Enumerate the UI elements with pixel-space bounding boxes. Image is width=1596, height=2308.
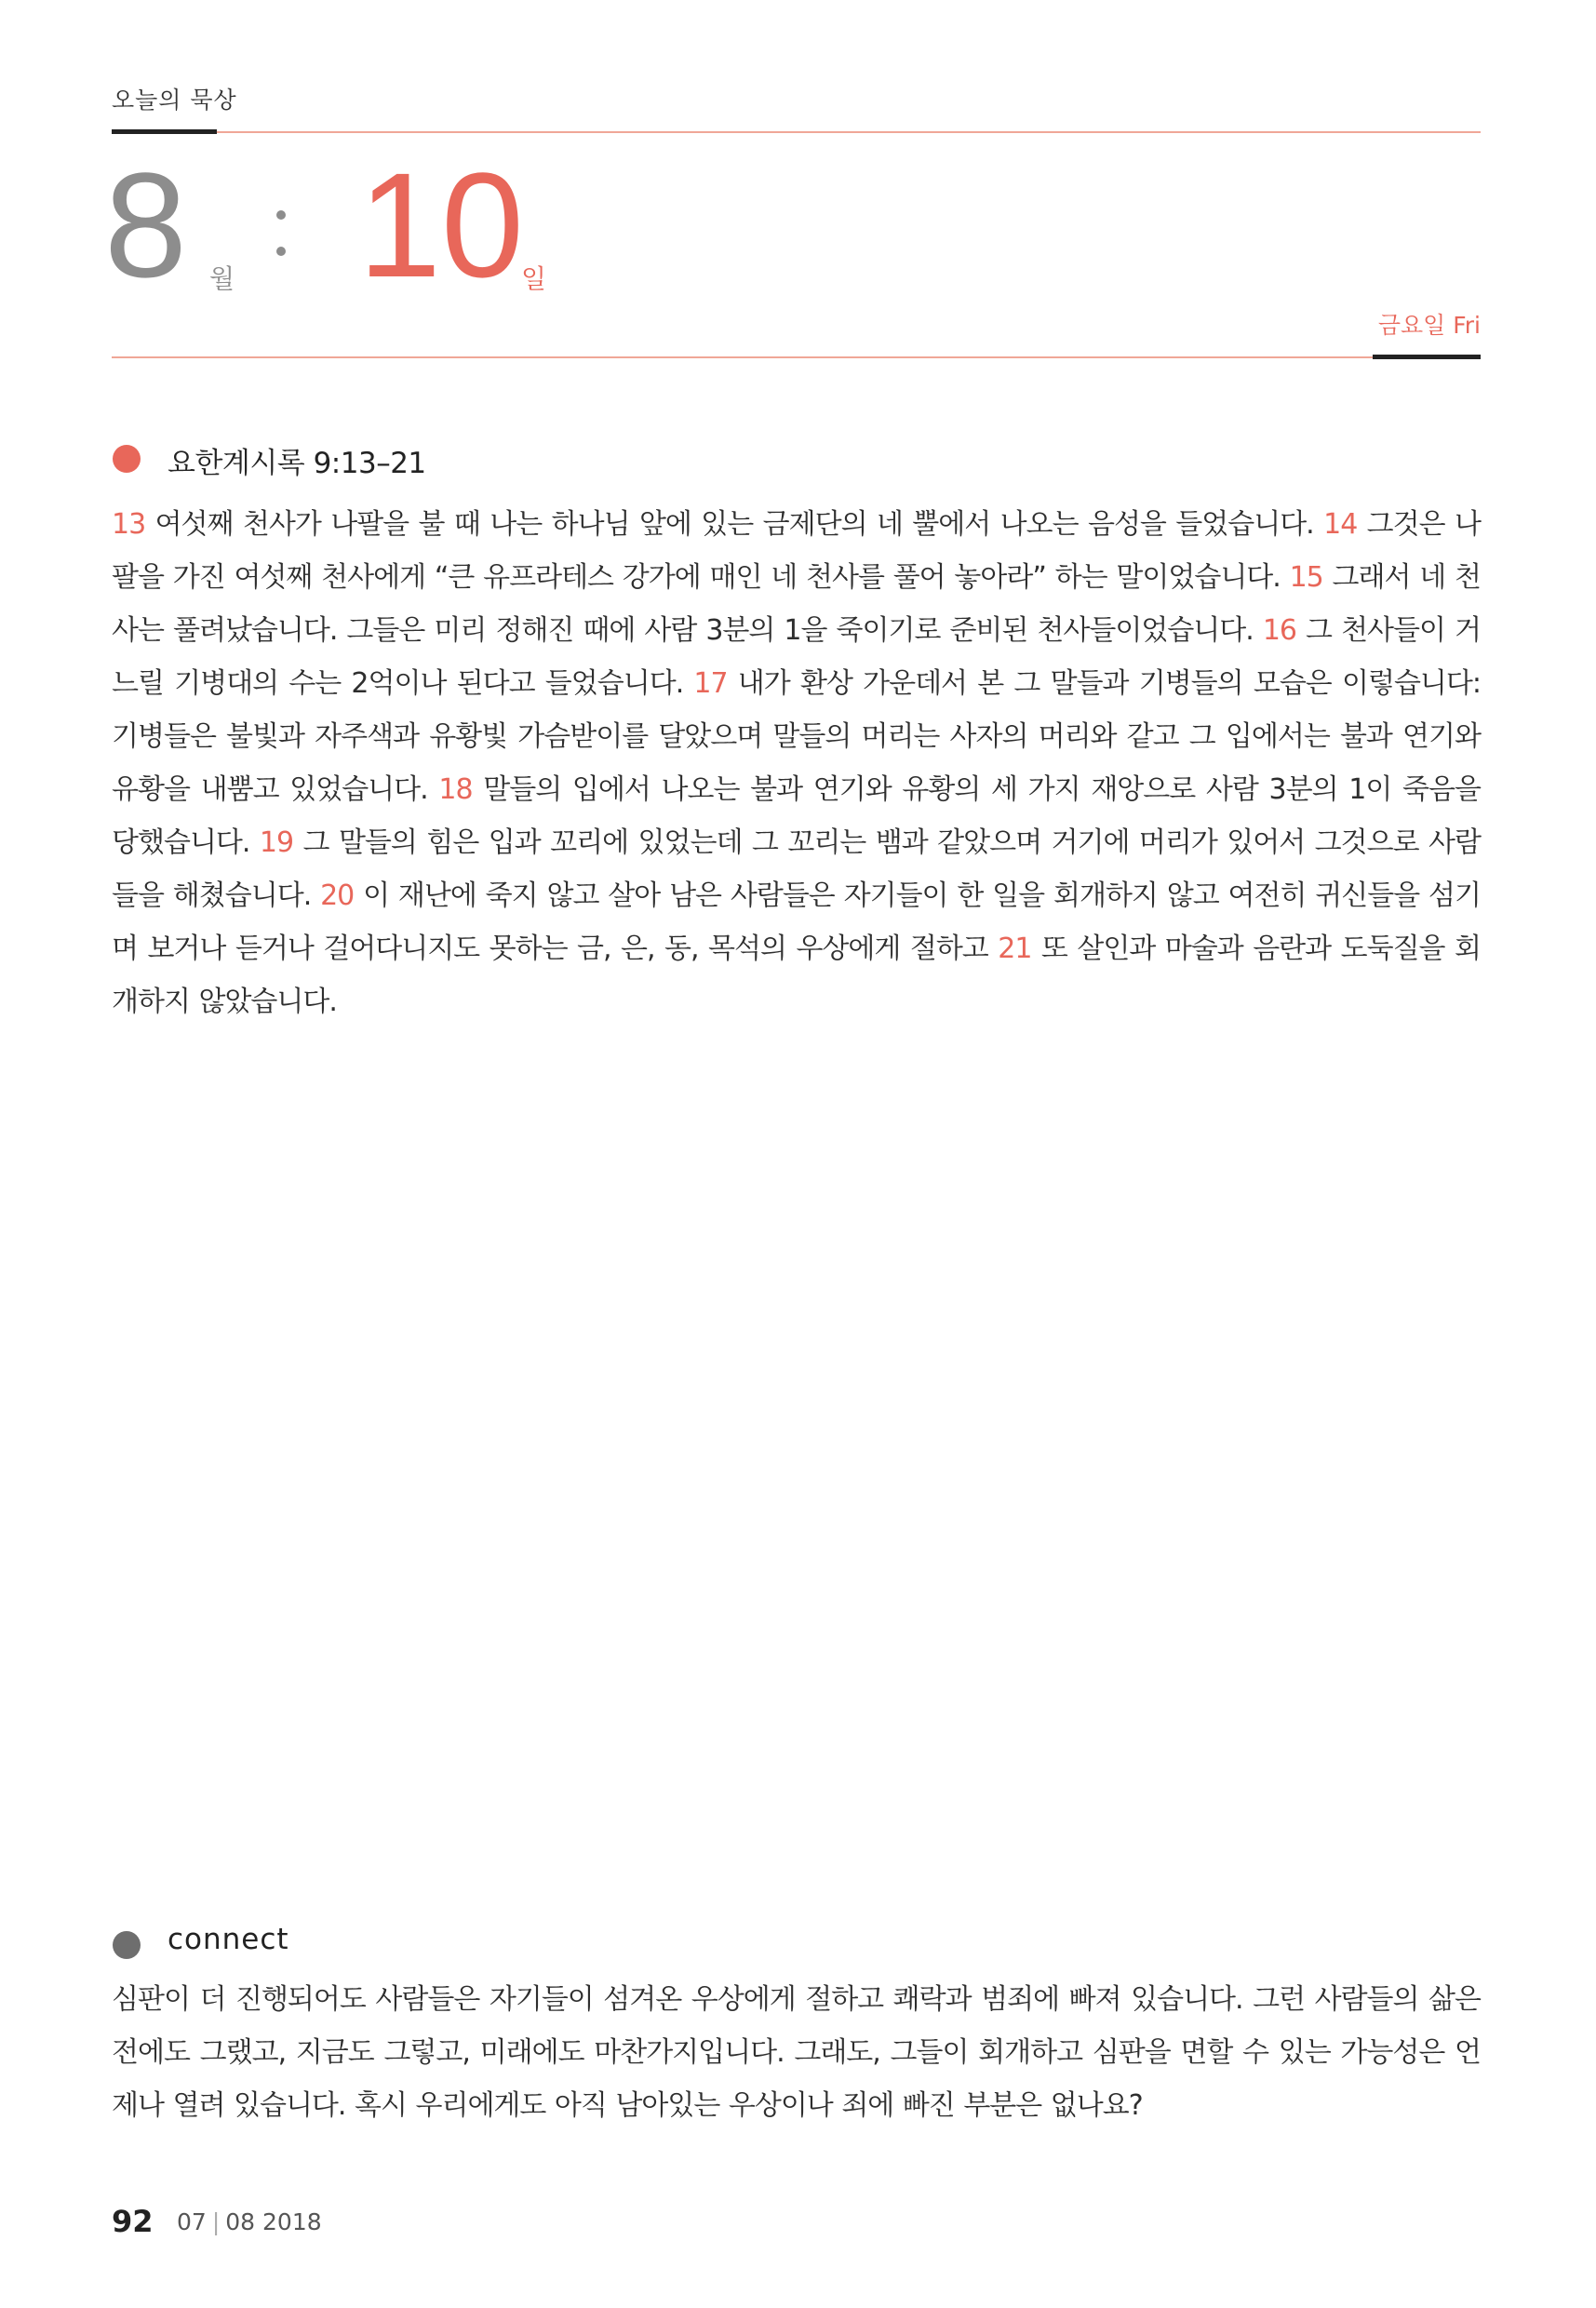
verse-number: 16 xyxy=(1262,614,1297,647)
verse-text: 그래서 네 천사는 풀려났습니다. 그들은 미리 정해진 때에 사람 3분의 1을 죽이기로 준비된 천사들이었습니다. xyxy=(112,561,1481,647)
scripture-reference: 요한계시록 9:13–21 xyxy=(168,447,426,480)
section-label: 오늘의 묵상 xyxy=(112,87,237,114)
verse-text: 이 재난에 죽지 않고 살아 남은 사람들은 자기들이 한 일을 회개하지 않고 여전히 귀신들을 섬기며 보거나 듣거나 걸어다니지도 못하는 금, 은, 동, 목석의 우상에게 절하고 xyxy=(112,879,1482,965)
issue-date xyxy=(177,2208,322,2235)
verse-text: 내가 환상 가운데서 본 그 말들과 기병들의 모습은 이렇습니다:기병들은 불빛과 자주색과 유황빛 가슴받이를 달았으며 말들의 머리는 사자의 머리와 같고 그 입에서는 불과 연기와 유황을 내뿜고 있었습니다. xyxy=(112,667,1481,806)
page-number: 92 xyxy=(112,2204,154,2239)
verse-number: 15 xyxy=(1289,561,1323,594)
weekday-label: 금요일 Fri xyxy=(1377,312,1481,339)
scripture-bullet-icon xyxy=(113,445,141,473)
verse-text: 그 천사들이 거느릴 기병대의 수는 2억이나 된다고 들었습니다. xyxy=(112,614,1481,700)
verse-text: 그 말들의 힘은 입과 꼬리에 있었는데 그 꼬리는 뱀과 같았으며 거기에 머리가 있어서 그것으로 사람들을 해쳤습니다. xyxy=(112,826,1481,912)
connect-text: 심판이 더 진행되어도 사람들은 자기들이 섬겨온 우상에게 절하고 쾌락과 범죄에 빠져 있습니다. 그런 사람들의 삶은 전에도 그랬고, 지금도 그렇고, 미래에도 마찬가지입니다. 그래도, 그들이 회개하고 심판을 면할 수 있는 가능성은 언제나 열려 있습니다. 혹시 우리에게도 아직 남아있는 우상이나 죄에 빠진 부분은 없나요? xyxy=(112,1983,1481,2122)
day-unit: 일 xyxy=(521,263,547,294)
issue-separator: | xyxy=(211,2208,221,2235)
date-colon-dot-bottom xyxy=(276,247,286,256)
verse-number: 14 xyxy=(1323,508,1358,541)
issue-month-left: 07 xyxy=(177,2208,207,2235)
month-number: 8 xyxy=(104,141,187,308)
verse-number: 13 xyxy=(112,508,146,541)
verse-text: 여섯째 천사가 나팔을 불 때 나는 하나님 앞에 있는 금제단의 네 뿔에서 나오는 음성을 들었습니다. xyxy=(145,508,1324,541)
verse-text: 말들의 입에서 나오는 불과 연기와 유황의 세 가지 재앙으로 사람 3분의 1이 죽음을 당했습니다. xyxy=(112,773,1481,859)
verse-number: 18 xyxy=(438,773,473,806)
verse-number: 21 xyxy=(998,933,1032,965)
date-divider xyxy=(112,356,1481,358)
connect-heading: connect xyxy=(168,1923,289,1956)
weekday-underline xyxy=(1373,355,1481,359)
date-colon-dot-top xyxy=(276,210,286,220)
verse-number: 17 xyxy=(693,667,728,700)
verse-text: 또 살인과 마술과 음란과 도둑질을 회개하지 않았습니다. xyxy=(112,933,1481,1018)
scripture-passage xyxy=(112,498,1481,1028)
header-divider xyxy=(112,131,1481,133)
connect-bullet-icon xyxy=(113,1931,141,1959)
verse-number: 20 xyxy=(320,879,355,912)
verse-number: 19 xyxy=(259,826,294,859)
section-label-underline xyxy=(112,129,217,134)
day-number: 10 xyxy=(358,141,524,308)
month-unit: 월 xyxy=(209,263,235,294)
verse-text: 그것은 나팔을 가진 여섯째 천사에게 “큰 유프라테스 강가에 매인 네 천사를 풀어 놓아라” 하는 말이었습니다. xyxy=(112,508,1481,594)
issue-month-right: 08 2018 xyxy=(225,2208,322,2235)
